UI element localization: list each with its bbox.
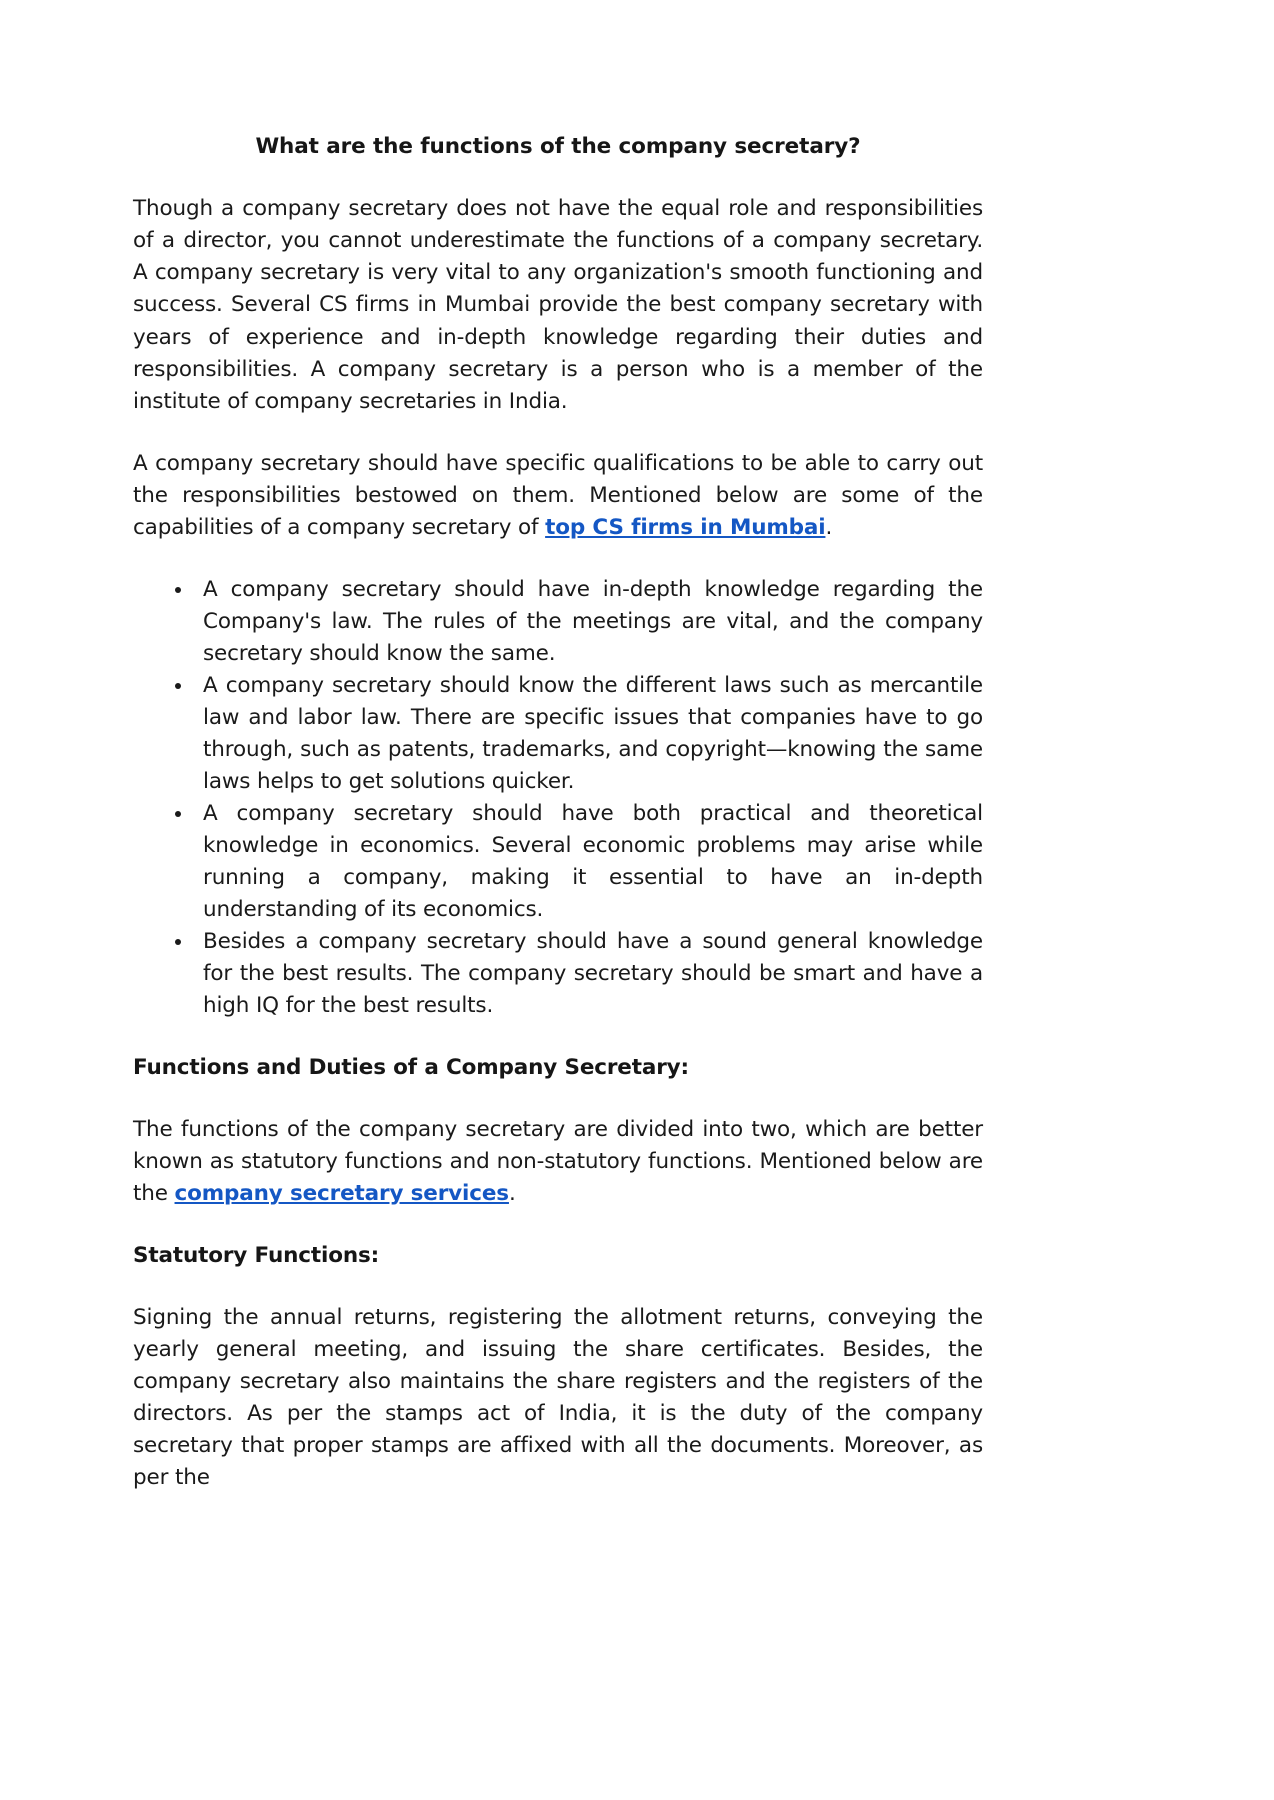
paragraph-functions-text-before: The functions of the company secretary are divided into two, which are better known as statutory functions and non-statutory functions. Mentioned below are the [133,1117,983,1207]
list-item [133,574,983,670]
paragraph-qualifications-text-before: A company secretary should have specific qualifications to be able to carry out the responsibilities bestowed on them. Mentioned below are some of the capabilities of a company secretary of [133,450,983,540]
page-title: What are the functions of the company secretary? [255,134,861,159]
list-item [133,926,983,1022]
list-item-label: Besides a company secretary should have a sound general knowledge for the best results. The company secretary should be smart and have a high IQ for the best results. [203,929,983,1019]
bullet-dot-icon [175,587,181,593]
paragraph-functions-overview [133,1114,983,1210]
paragraph-statutory-body: Signing the annual returns, registering the allotment returns, conveying the yearly general meeting, and issuing the share certificates. Besides, the company secretary also maintains the share registers and the registers of the directors. As per the stamps act of India, it is the duty of the company secretary that proper stamps are affixed with all the documents. Moreover, as per the [133,1305,983,1491]
document-body [133,133,983,1494]
list-item-label: A company secretary should have both practical and theoretical knowledge in economics. Several economic problems may arise while running a company, making it essential to have an in-depth understanding of its economics. [203,800,983,922]
heading-statutory-functions: Statutory Functions: [133,1243,380,1269]
list-item-label: A company secretary should know the different laws such as mercantile law and labor law. There are specific issues that companies have to go through, such as patents, trademarks, and copyright—knowing the same laws helps to get solutions quicker. [203,672,983,794]
capabilities-list [133,574,983,1022]
list-item [133,798,983,926]
paragraph-qualifications [133,448,983,544]
bullet-dot-icon [175,939,181,945]
bullet-dot-icon [175,683,181,689]
paragraph-intro: Though a company secretary does not have the equal role and responsibilities of a director, you cannot underestimate the functions of a company secretary. A company secretary is very vital to any organization's smooth functioning and success. Several CS firms in Mumbai provide the best company secretary with years of experience and in-depth knowledge regarding their duties and responsibilities. A company secretary is a person who is a member of the institute of company secretaries in India. [133,196,983,414]
link-company-secretary-services[interactable]: company secretary services [174,1181,509,1207]
link-top-cs-firms-in-mumbai[interactable]: top CS firms in Mumbai [545,514,826,540]
heading-functions-and-duties: Functions and Duties of a Company Secretary: [133,1055,689,1081]
bullet-dot-icon [175,811,181,817]
list-item-label: A company secretary should have in-depth knowledge regarding the Company's law. The rules of the meetings are vital, and the company secretary should know the same. [203,576,983,666]
paragraph-functions-text-after: . [508,1181,516,1207]
paragraph-qualifications-text-after: . [825,514,833,540]
list-item [133,670,983,798]
